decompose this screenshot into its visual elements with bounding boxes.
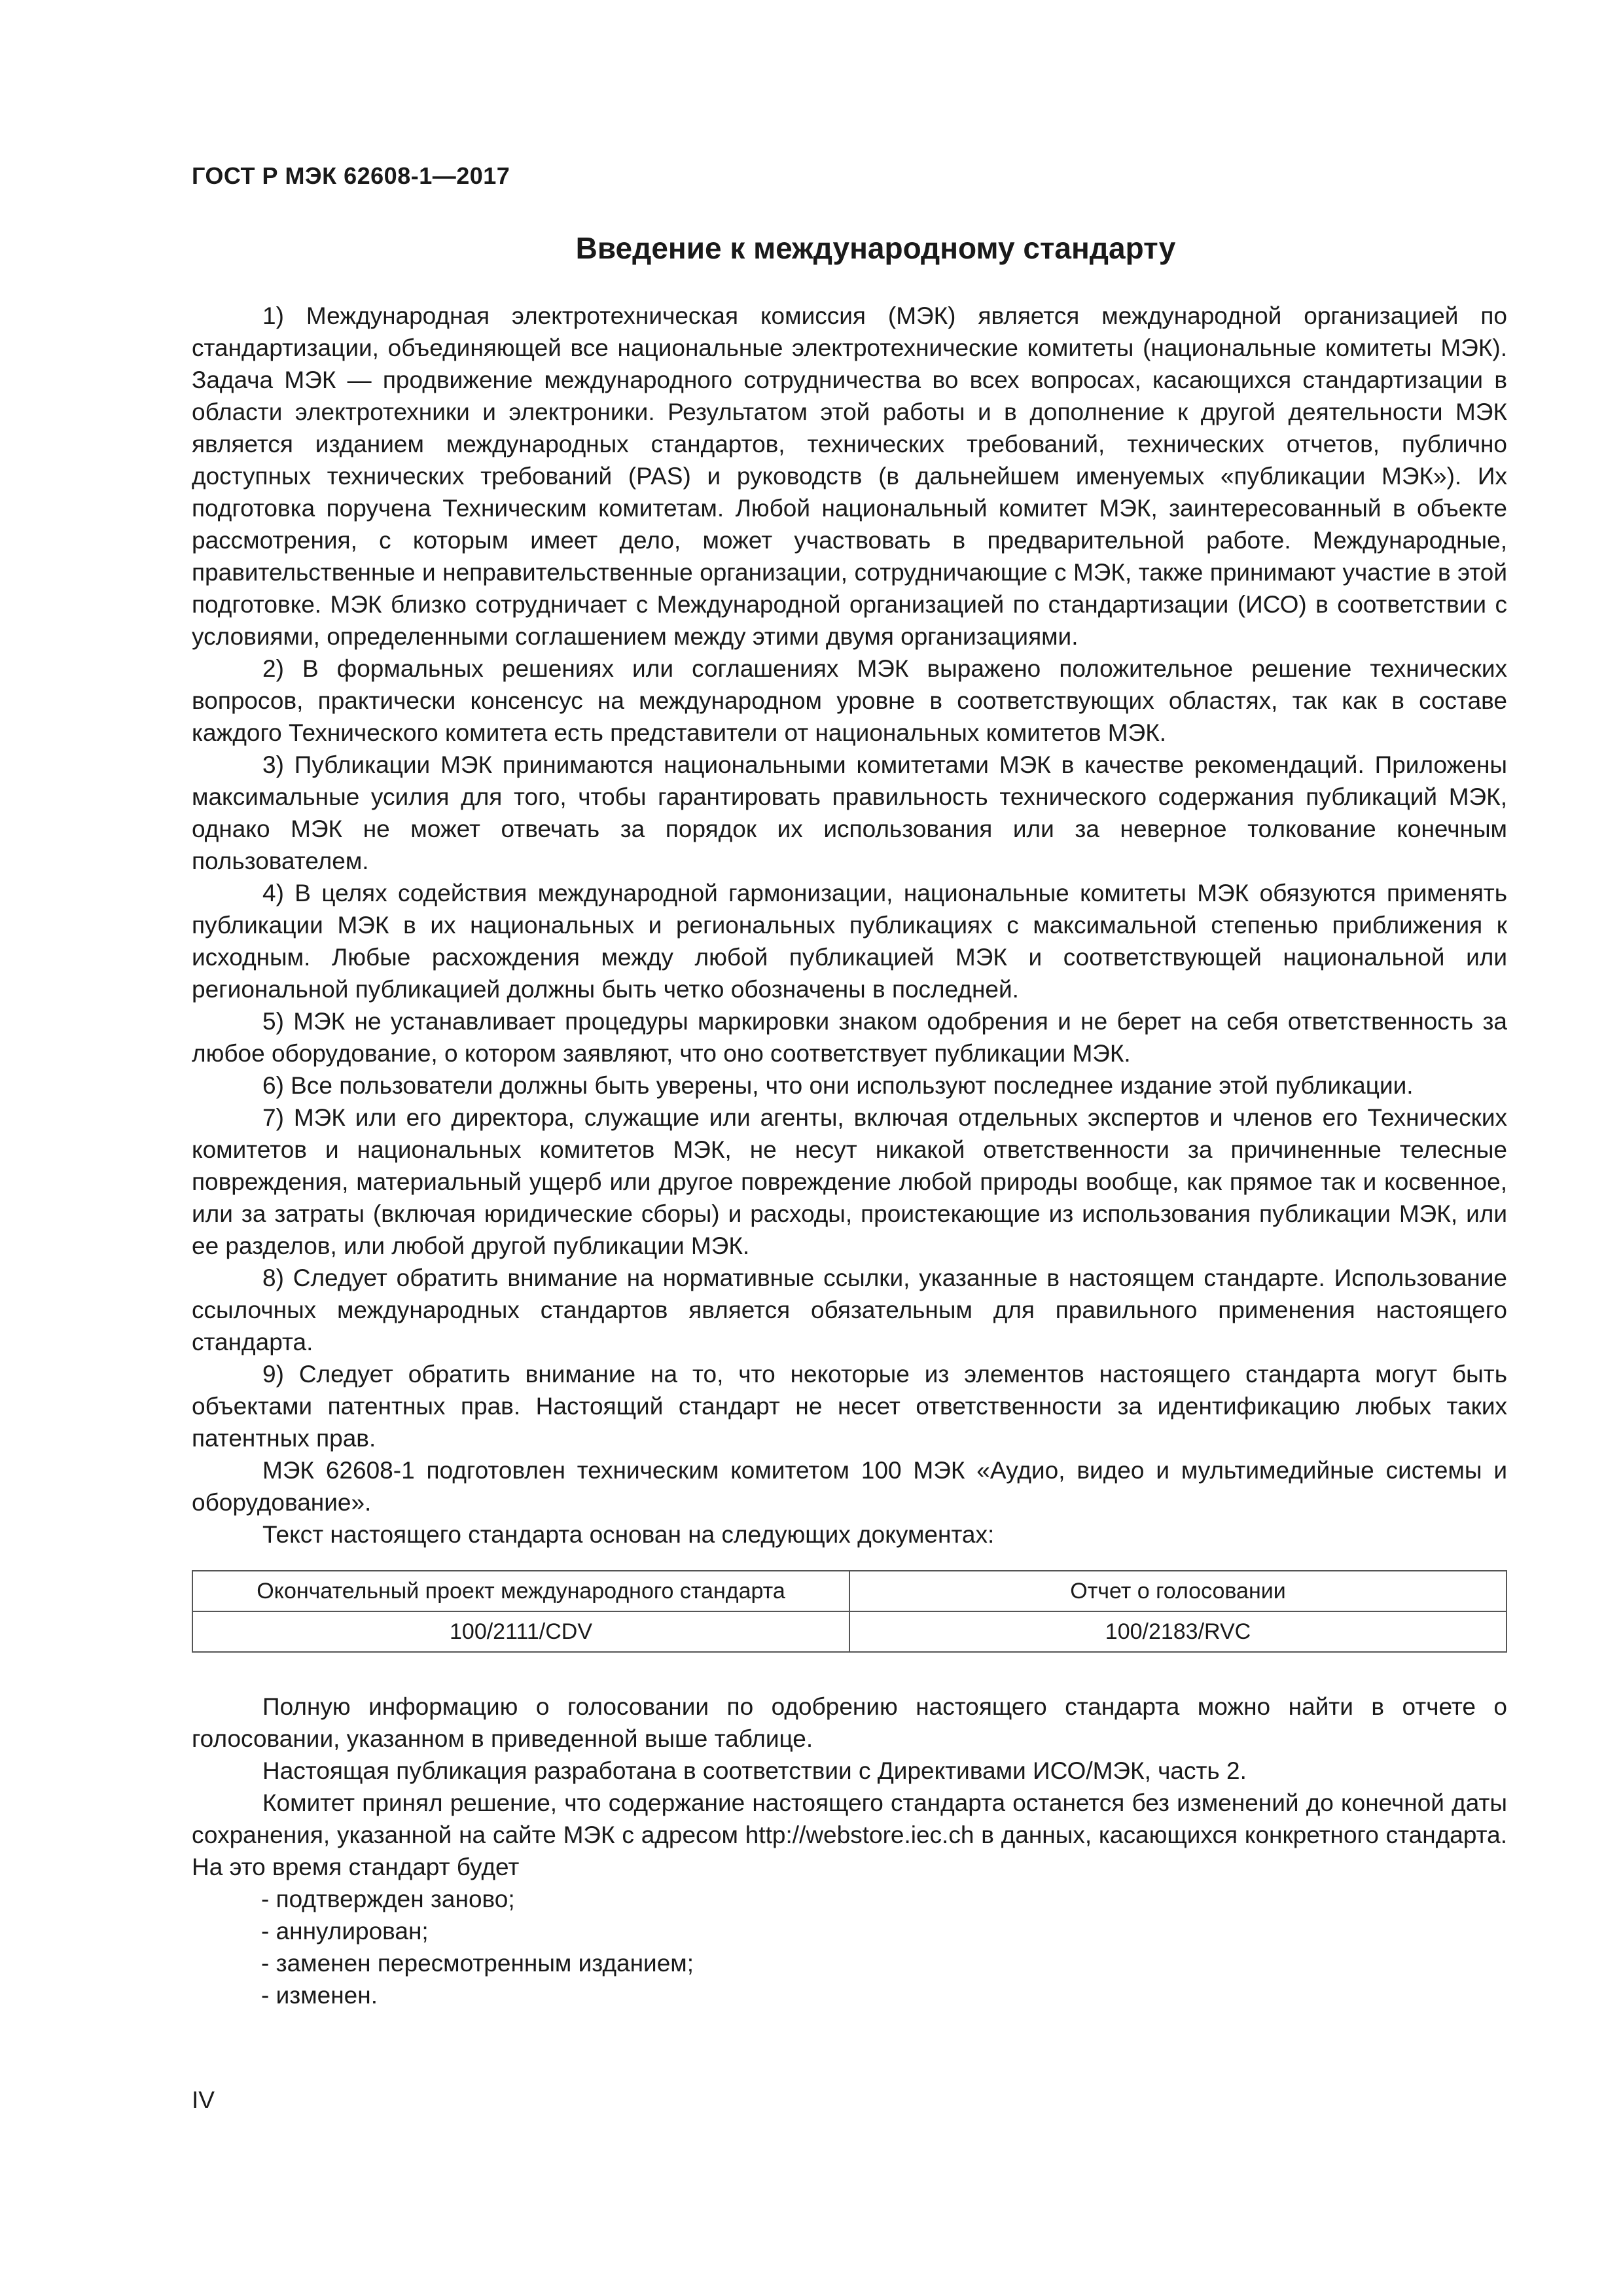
- paragraph-9: 9) Следует обратить внимание на то, что некоторые из элементов настоящего стандарта могут быть объектами патентных прав. Настоящий стандарт не несет ответственности за идентификацию любых таких патентных прав.: [192, 1361, 1507, 1452]
- paragraph-7: 7) МЭК или его директора, служащие или агенты, включая отдельных экспертов и членов его Технических комитетов и национальных комитетов МЭК, не несут никакой ответственности за причиненные телесные повреждения, материальный ущерб или другое повреждение любой природы вообще, как прямое так и косвенное, или за затраты (включая юридические сборы) и расходы, проистекающие из использования публикации МЭК, или ее разделов, или любой другой публикации МЭК.: [192, 1104, 1507, 1259]
- section-title: Введение к международному стандарту: [575, 231, 1176, 265]
- paragraph-directives: Настоящая публикация разработана в соответствии с Директивами ИСО/МЭК, часть 2.: [262, 1757, 1247, 1784]
- paragraph-8: 8) Следует обратить внимание на нормативные ссылки, указанные в настоящем стандарте. Использование ссылочных международных стандартов является обязательным для правильного применения настоящего стандарта.: [192, 1265, 1507, 1355]
- list-item: - подтвержден заново;: [261, 1886, 515, 1912]
- paragraph-maintenance: Комитет принял решение, что содержание настоящего стандарта останется без изменений до конечной даты сохранения, указанной на сайте МЭК с адресом http://webstore.iec.ch в данных, касающихся конкретного стандарта. На это время стандарт будет: [192, 1789, 1507, 1880]
- table-header-cell: Отчет о голосовании: [849, 1571, 1507, 1611]
- paragraph-1: 1) Международная электротехническая комиссия (МЭК) является международной организацией по стандартизации, объединяющей все национальные электротехнические комитеты (национальные комитеты МЭК). Задача МЭК — продвижение международного сотрудничества во всех вопросах, касающихся стандартизации в области электротехники и электроники. Результатом этой работы и в дополнение к другой деятельности МЭК является изданием международных стандартов, технических требований, технических отчетов, публично доступных технических требований (PAS) и руководств (в дальнейшем именуемых «публикации МЭК»). Их подготовка поручена Техническим комитетам. Любой национальный комитет МЭК, заинтересованный в объекте рассмотрения, с которым имеет дело, может участвовать в предварительной работе. Международные, правительственные и неправительственные организации, сотрудничающие с МЭК, также принимают участие в этой подготовке. МЭК близко сотрудничает с Международной организацией по стандартизации (ИСО) в соответствии с условиями, определенными соглашением между этими двумя организациями.: [192, 302, 1507, 650]
- document-body: [192, 300, 1507, 2011]
- paragraph-voting-info: Полную информацию о голосовании по одобрению настоящего стандарта можно найти в отчете о голосовании, указанном в приведенной выше таблице.: [192, 1693, 1507, 1752]
- paragraph-6: 6) Все пользователи должны быть уверены, что они используют последнее издание этой публикации.: [262, 1072, 1414, 1099]
- paragraph-2: 2) В формальных решениях или соглашениях МЭК выражено положительное решение технических вопросов, практически консенсус на международном уровне в соответствующих областях, так как в составе каждого Технического комитета есть представители от национальных комитетов МЭК.: [192, 655, 1507, 746]
- list-item: - аннулирован;: [261, 1918, 429, 1945]
- list-item: - заменен пересмотренным изданием;: [261, 1950, 694, 1977]
- paragraph-4: 4) В целях содействия международной гармонизации, национальные комитеты МЭК обязуются применять публикации МЭК в их национальных и региональных публикациях с максимальной степенью приближения к исходным. Любые расхождения между любой публикацией МЭК и соответствующей национальной или региональной публикацией должны быть четко обозначены в последней.: [192, 880, 1507, 1003]
- table-header-row: [192, 1571, 1507, 1611]
- paragraph-3: 3) Публикации МЭК принимаются национальными комитетами МЭК в качестве рекомендаций. Приложены максимальные усилия для того, чтобы гарантировать правильность технического содержания публикаций МЭК, однако МЭК не может отвечать за порядок их использования или за неверное толкование конечным пользователем.: [192, 751, 1507, 874]
- table-cell: 100/2183/RVC: [849, 1611, 1507, 1652]
- paragraph-documents-intro: Текст настоящего стандарта основан на следующих документах:: [262, 1521, 995, 1548]
- table-cell: 100/2111/CDV: [192, 1611, 849, 1652]
- table-row: [192, 1611, 1507, 1652]
- paragraph-5: 5) МЭК не устанавливает процедуры маркировки знаком одобрения и не берет на себя ответственность за любое оборудование, о котором заявляют, что оно соответствует публикации МЭК.: [192, 1008, 1507, 1067]
- voting-table: [192, 1570, 1507, 1653]
- paragraph-committee: МЭК 62608-1 подготовлен техническим комитетом 100 МЭК «Аудио, видео и мультимедийные системы и оборудование».: [192, 1457, 1507, 1516]
- page-number: IV: [192, 2087, 215, 2113]
- list-item: - изменен.: [261, 1982, 378, 2009]
- document-code: ГОСТ Р МЭК 62608-1—2017: [192, 162, 510, 189]
- table-header-cell: Окончательный проект международного стандарта: [192, 1571, 849, 1611]
- maintenance-options-list: [192, 1883, 1507, 2011]
